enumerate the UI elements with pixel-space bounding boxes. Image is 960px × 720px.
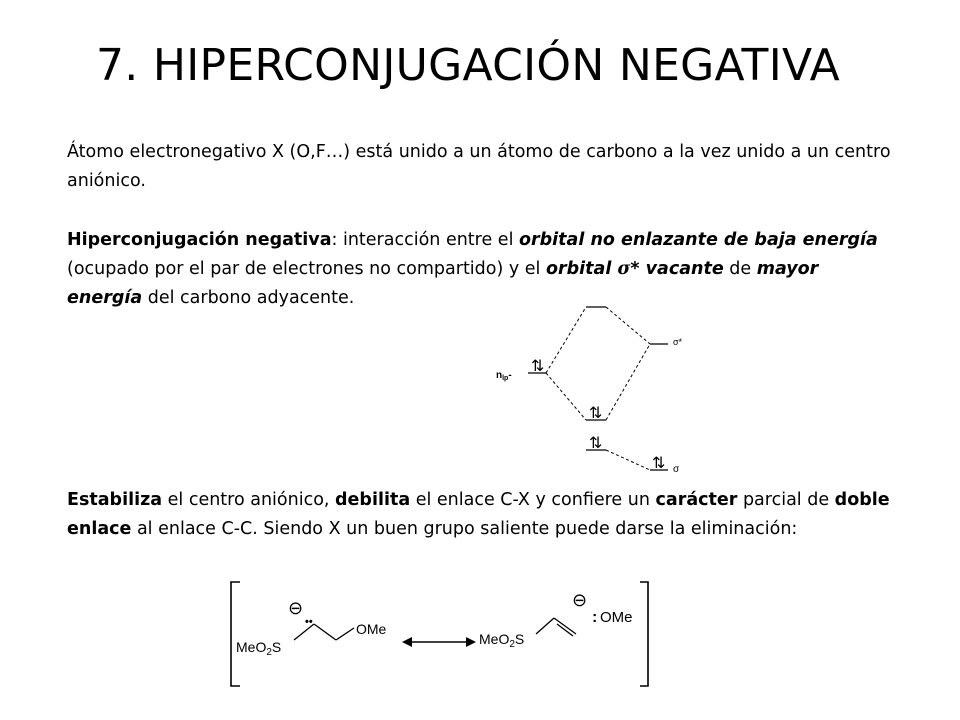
term-sigma: σ: [617, 259, 631, 279]
right-double-bond: [554, 618, 576, 634]
paragraph-consequences: Estabiliza el centro aniónico, debilita el enlace C-X y confiere un carácter parcial de doble enlace al enlace C-C. Siendo X un buen grupo saliente puede darse la eliminación:: [67, 490, 890, 539]
left-charge-icon: ⊖: [288, 598, 304, 618]
electron-pair-icon: ⇅: [589, 405, 603, 422]
electron-pair-icon: ⇅: [652, 455, 666, 472]
correlation-line: [606, 344, 650, 420]
electron-pair-icon: ⇅: [531, 358, 545, 375]
left-bracket: [231, 582, 240, 686]
left-ome-label: OMe: [356, 621, 387, 637]
left-bond: [314, 624, 336, 640]
right-bracket: [640, 582, 648, 686]
term-higher-energy: mayor energía: [67, 259, 819, 308]
left-sulfonyl-label: MeO$_2$S: [236, 639, 282, 658]
term-orbital: orbital: [546, 259, 618, 279]
correlation-line: [606, 450, 650, 470]
paragraph-definition: Hiperconjugación negativa: interacción entre el orbital no enlazante de baja energía (ocupado por el par de electrones no compartido) y el orbital σ* vacante de mayor energía del carbono adyacente.: [67, 230, 878, 308]
elimination-resonance-scheme: [226, 578, 658, 690]
paragraph-intro: Átomo electronegativo X (O,F…) está unido a un átomo de carbono a la vez unido a un centro aniónico.: [67, 142, 891, 191]
term-stabilizes: Estabiliza: [67, 490, 163, 510]
term-hyperconjugation: Hiperconjugación negativa: [67, 230, 332, 250]
sigma-star-label: σ*: [673, 337, 683, 347]
correlation-line: [546, 307, 586, 373]
left-bond: [336, 628, 354, 640]
term-character: carácter: [655, 490, 738, 510]
term-weakens: debilita: [335, 490, 411, 510]
page-title: 7. HIPERCONJUGACIÓN NEGATIVA: [96, 40, 840, 91]
right-ome-label: OMe: [600, 609, 633, 626]
correlation-line: [546, 373, 586, 420]
term-vacant: * vacante: [630, 259, 724, 279]
right-bond: [536, 618, 554, 634]
n-lp-label: $n_{lp}-$: [496, 370, 512, 382]
arrow-head-right: [466, 637, 476, 647]
right-sulfonyl-label: MeO$_2$S: [479, 631, 525, 650]
left-lone-pair: ••: [305, 616, 313, 628]
correlation-line: [606, 307, 650, 344]
arrow-head-left: [402, 637, 412, 647]
term-nonbonding-orbital: orbital no enlazante de baja energía: [519, 230, 878, 250]
electron-pair-icon: ⇅: [589, 435, 603, 452]
sigma-label: σ: [673, 464, 680, 475]
right-colon: :: [592, 609, 598, 626]
right-charge-icon: ⊖: [572, 590, 588, 610]
orbital-energy-diagram: [490, 298, 710, 480]
term-double-bond: doble enlace: [67, 490, 890, 539]
